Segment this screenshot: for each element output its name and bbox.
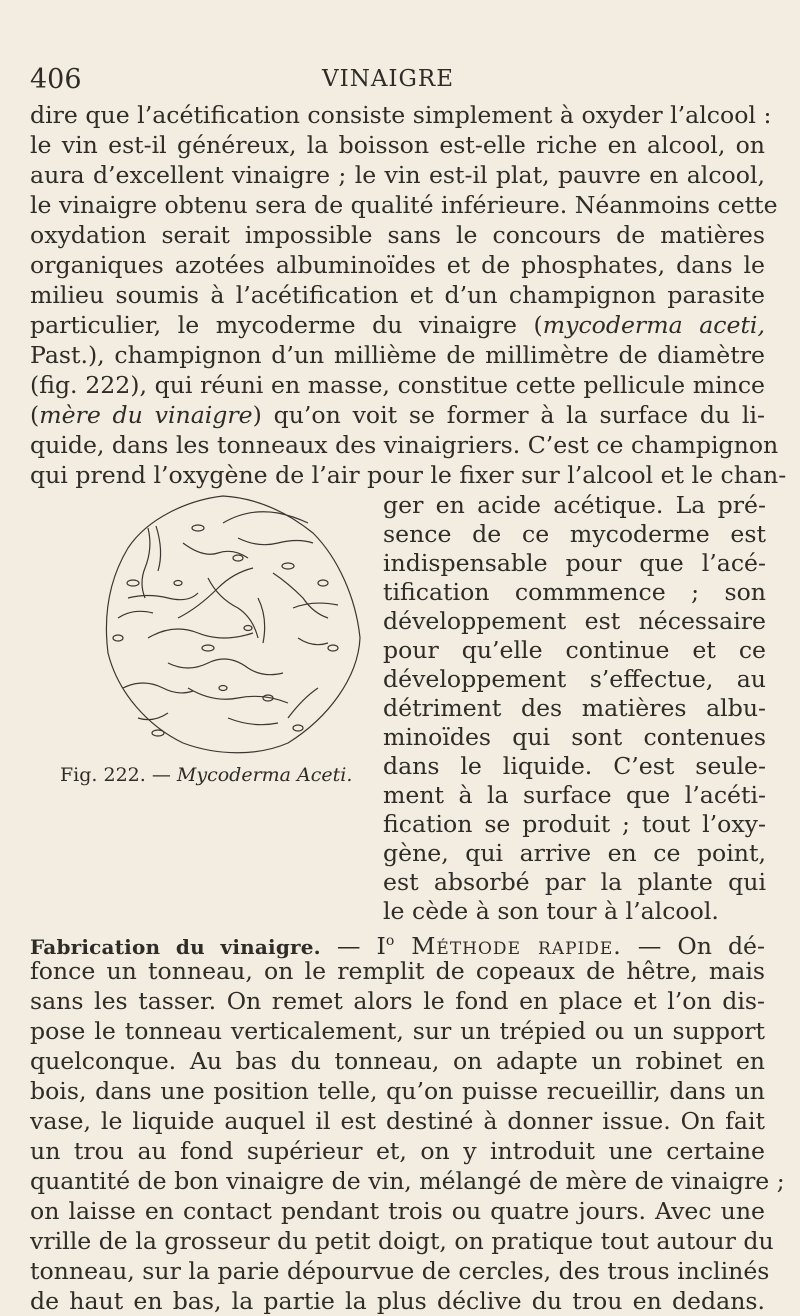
figure-mycoderma-illustration: [88, 488, 378, 758]
text-line: le cède à son tour à l’alcool.: [383, 897, 719, 925]
text-line: aura d’excellent vinaigre ; le vin est-il plat, pauvre en alcool,: [30, 161, 765, 189]
running-title: VINAIGRE: [322, 66, 454, 92]
superscript: o: [385, 933, 395, 949]
text-line: ger en acide acétique. La pré-: [383, 491, 766, 519]
text-line: [30, 310, 765, 340]
text-run: — On dé-: [621, 931, 765, 960]
text-run: ) qu’on voit se former à la surface du li-: [252, 401, 765, 429]
text-line: dire que l’acétification consiste simplement à oxyder l’alcool :: [30, 101, 772, 129]
species-name: mycoderma aceti,: [542, 311, 765, 339]
caption-prefix: Fig. 222. —: [60, 764, 177, 786]
text-line: pour qu’elle continue et ce: [383, 636, 766, 664]
mycoderma-drawing: [88, 488, 378, 758]
text-line: sence de ce mycoderme est: [383, 520, 766, 548]
text-line: est absorbé par la plante qui: [383, 868, 766, 896]
text-line: sans les tasser. On remet alors le fond en place et l’on dis-: [30, 987, 765, 1015]
text-line: Past.), champignon d’un millième de millimètre de diamètre: [30, 341, 765, 369]
text-line: bois, dans une position telle, qu’on puisse recueillir, dans un: [30, 1077, 765, 1105]
text-line: pose le tonneau verticalement, sur un trépied ou un support: [30, 1017, 765, 1045]
text-run: particulier, le mycoderme du vinaigre (: [30, 311, 543, 339]
text-run: — I: [320, 931, 386, 960]
text-line: tonneau, sur la parie dépourvue de cercles, des trous inclinés: [30, 1257, 770, 1285]
caption-species: Mycoderma Aceti.: [176, 764, 353, 786]
text-line: organiques azotées albuminoïdes et de phosphates, dans le: [30, 251, 765, 279]
text-run: (: [30, 401, 40, 429]
figure-caption: [60, 764, 352, 786]
text-line: milieu soumis à l’acétification et d’un champignon parasite: [30, 281, 765, 309]
text-line: quide, dans les tonneaux des vinaigriers. C’est ce champignon: [30, 431, 779, 459]
method-title: Méthode rapide.: [394, 931, 622, 960]
text-line: vase, le liquide auquel il est destiné à donner issue. On fait: [30, 1107, 765, 1135]
text-line: quelconque. Au bas du tonneau, on adapte un robinet en: [30, 1047, 765, 1075]
text-line: vrille de la grosseur du petit doigt, on pratique tout autour du: [30, 1227, 774, 1255]
text-line: de haut en bas, la partie la plus déclive du trou en dedans.: [30, 1287, 765, 1315]
text-line: oxydation serait impossible sans le concours de matières: [30, 221, 765, 249]
text-line: développement s’effectue, au: [383, 665, 766, 693]
text-line: fonce un tonneau, on le remplit de copeaux de hêtre, mais: [30, 957, 765, 985]
text-line: un trou au fond supérieur et, on y introduit une certaine: [30, 1137, 765, 1165]
text-line: ment à la surface que l’acéti-: [383, 781, 766, 809]
text-line: [30, 400, 765, 430]
italic-term: mère du vinaigre: [39, 401, 253, 429]
text-line: détriment des matières albu-: [383, 694, 766, 722]
text-line: gène, qui arrive en ce point,: [383, 839, 766, 867]
text-line: minoïdes qui sont contenues: [383, 723, 766, 751]
text-line: fication se produit ; tout l’oxy-: [383, 810, 766, 838]
text-line: développement est nécessaire: [383, 607, 766, 635]
text-line: (fig. 222), qui réuni en masse, constitue cette pellicule mince: [30, 371, 765, 399]
text-line: le vin est-il généreux, la boisson est-elle riche en alcool, on: [30, 131, 765, 159]
text-line: tification commmence ; son: [383, 578, 766, 606]
text-line: on laisse en contact pendant trois ou quatre jours. Avec une: [30, 1197, 765, 1225]
page-number: 406: [30, 64, 82, 95]
text-line: indispensable pour que l’acé-: [383, 549, 766, 577]
text-line: quantité de bon vinaigre de vin, mélangé de mère de vinaigre ;: [30, 1167, 785, 1195]
text-line: dans le liquide. C’est seule-: [383, 752, 766, 780]
text-line: le vinaigre obtenu sera de qualité inférieure. Néanmoins cette: [30, 191, 778, 219]
text-line: qui prend l’oxygène de l’air pour le fixer sur l’alcool et le chan-: [30, 461, 787, 489]
section-heading: Fabrication du vinaigre.: [30, 934, 321, 959]
